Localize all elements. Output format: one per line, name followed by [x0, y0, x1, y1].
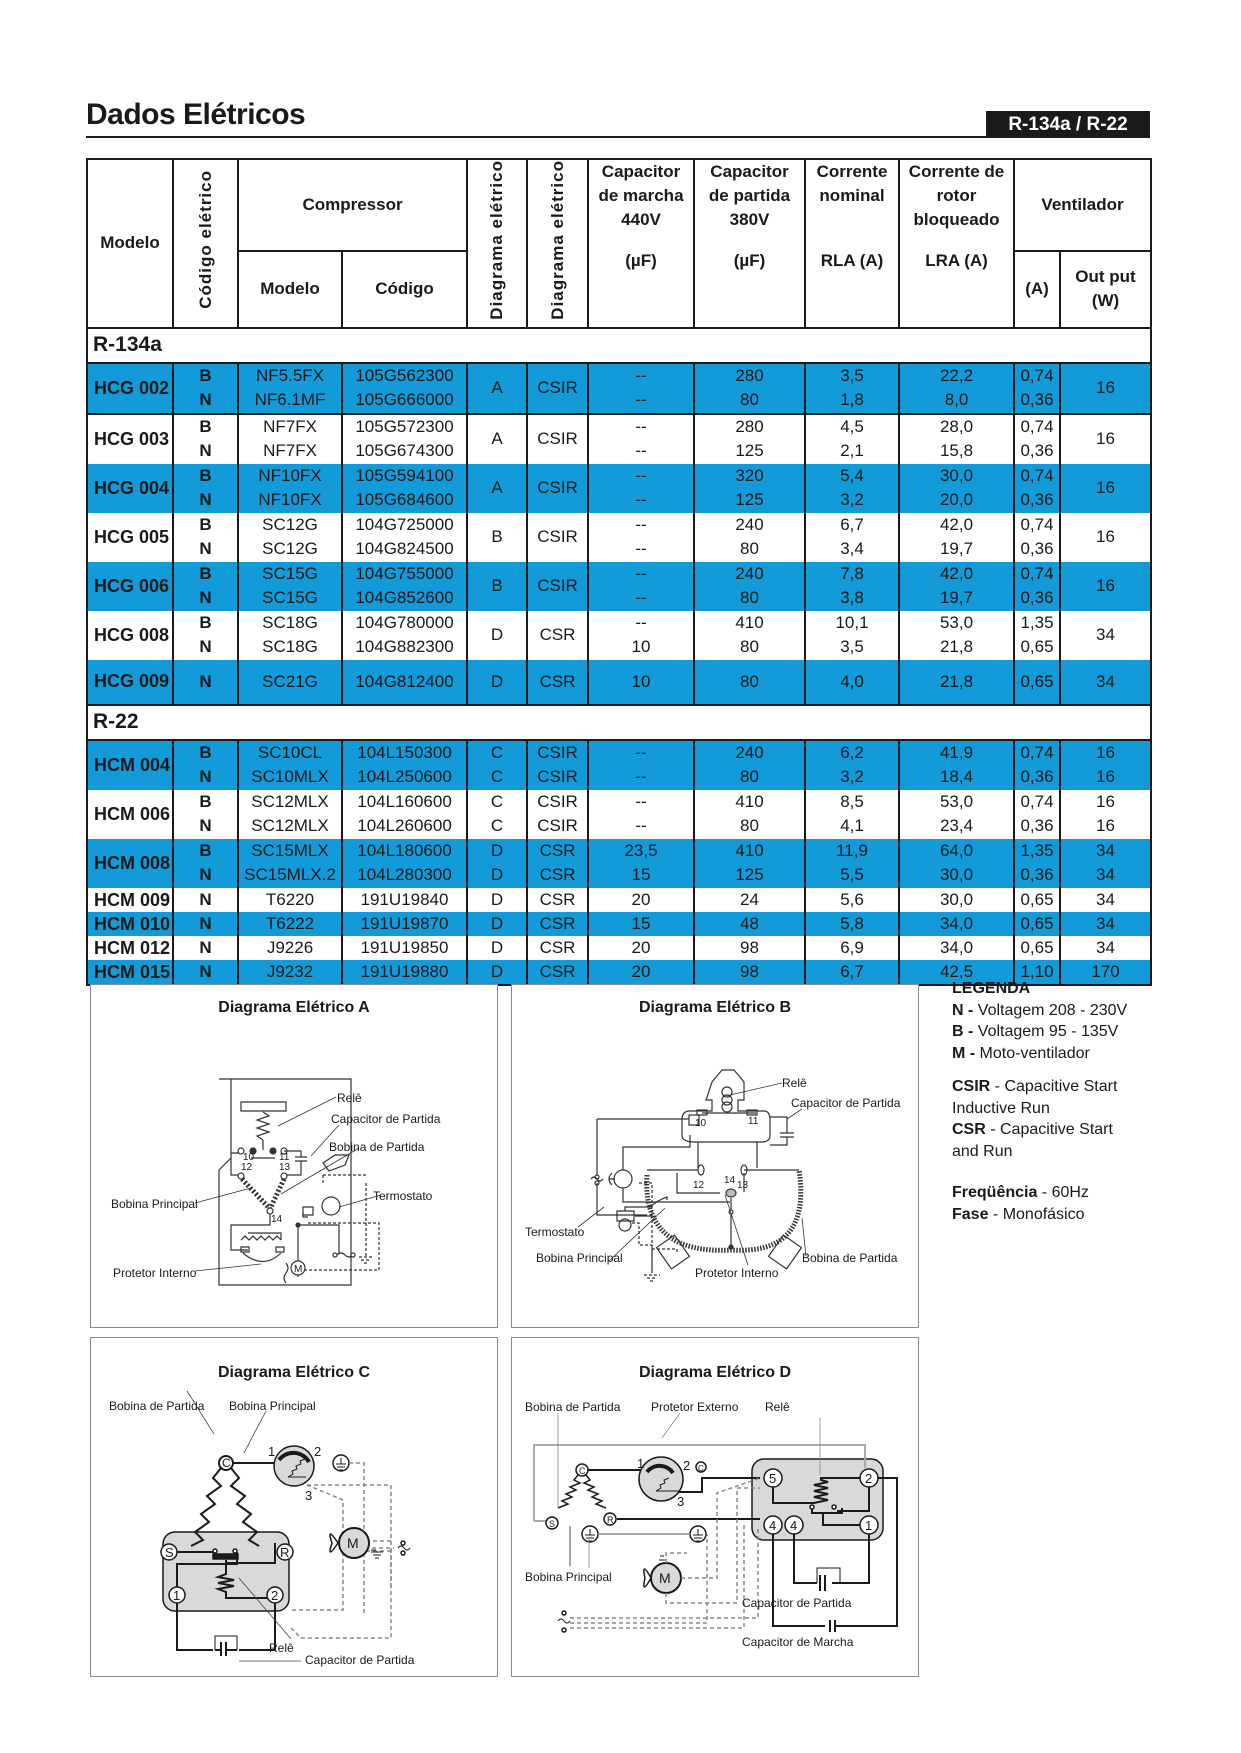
model-cell: HCM 010 — [87, 912, 173, 936]
svg-text:S: S — [165, 1545, 174, 1560]
svg-text:2: 2 — [314, 1444, 322, 1459]
diagram-d-schematic — [512, 1338, 920, 1678]
table-row: HCM 006 B N SC12MLX SC12MLX 104L160600 104L260600 C C CSIR CSIR -- -- 410 80 8,5 4,1 53,0 23,4 0,74 0,36 16 16 — [87, 790, 1151, 839]
label-protetor-interno: Protetor Interno — [113, 1266, 197, 1280]
table-row: HCG 009 N SC21G 104G812400 D CSR 10 80 4,0 21,8 0,65 34 — [87, 660, 1151, 705]
svg-text:4: 4 — [769, 1518, 777, 1533]
svg-text:3: 3 — [677, 1494, 685, 1509]
label-protetor-externo: Protetor Externo — [651, 1400, 739, 1414]
diagram-d-title: Diagrama Elétrico D — [638, 1364, 792, 1381]
header-capacitor-partida: Capacitor de partida 380V (µF) — [694, 159, 805, 328]
model-cell: HCM 006 — [87, 790, 173, 839]
header-ventilador-output: Out put (W) — [1060, 251, 1151, 328]
svg-text:12: 12 — [241, 1162, 253, 1173]
diagram-c — [90, 1337, 498, 1677]
table-row: HCM 008 B N SC15MLX SC15MLX.2 104L180600 104L280300 D D CSR CSR 23,5 15 410 125 11,9 5,5 64,0 30,0 1,35 0,36 34 34 — [87, 839, 1151, 888]
label-bobina-principal: Bobina Principal — [229, 1399, 316, 1413]
legend-item: M - Moto-ventilador — [952, 1044, 1090, 1062]
label-bobina-principal: Bobina Principal — [111, 1197, 198, 1211]
svg-text:1: 1 — [173, 1588, 181, 1603]
model-cell: HCM 008 — [87, 839, 173, 888]
svg-text:M: M — [294, 1264, 303, 1275]
header-ventilador: Ventilador — [1014, 159, 1151, 251]
legend-type-item: CSIR - Capacitive Start Inductive Run — [952, 1078, 1118, 1117]
header-modelo: Modelo — [87, 159, 173, 328]
section-r22: R-22 — [87, 705, 1151, 740]
diagram-c-schematic — [91, 1338, 499, 1678]
model-cell: HCG 006 — [87, 562, 173, 611]
table-row: HCM 015 N J9232 191U19880 D CSR 20 98 6,7 42,5 1,10 170 — [87, 960, 1151, 985]
svg-text:C: C — [222, 1456, 231, 1470]
model-cell: HCM 015 — [87, 960, 173, 985]
model-cell: HCM 004 — [87, 740, 173, 790]
model-cell: HCM 009 — [87, 888, 173, 912]
svg-text:1: 1 — [865, 1518, 873, 1533]
legend-spec-item: Freqüência - 60Hz — [952, 1184, 1089, 1201]
header-codigo-eletrico: Código elétrico — [173, 159, 238, 328]
label-capacitor-partida: Capacitor de Partida — [331, 1112, 441, 1126]
header-diagrama-eletrico-1: Diagrama elétrico — [467, 159, 527, 328]
header-compressor: Compressor — [238, 159, 467, 251]
table-row: HCM 012 N J9226 191U19850 D CSR 20 98 6,9 34,0 0,65 34 — [87, 936, 1151, 960]
svg-text:C: C — [579, 1466, 586, 1476]
header-corrente-nominal: Corrente nominal RLA (A) — [805, 159, 899, 328]
svg-text:5: 5 — [769, 1471, 777, 1486]
label-bobina-partida: Bobina de Partida — [802, 1251, 898, 1265]
label-rele: Relê — [337, 1091, 362, 1105]
label-capacitor-partida: Capacitor de Partida — [305, 1653, 415, 1667]
legend-item: N - Voltagem 208 - 230V — [952, 1001, 1128, 1019]
refrigerant-badge: R-134a / R-22 — [986, 111, 1150, 138]
svg-text:2: 2 — [683, 1458, 691, 1473]
table-row: HCG 003 B N NF7FX NF7FX 105G572300 105G674300 A CSIR -- -- 280 125 4,5 2,1 28,0 15,8 0,74 0,36 16 — [87, 414, 1151, 464]
svg-text:11: 11 — [748, 1116, 759, 1127]
label-bobina-partida: Bobina de Partida — [525, 1400, 621, 1414]
label-rele: Relê — [269, 1641, 294, 1655]
table-row: HCM 009 N T6220 191U19840 D CSR 20 24 5,6 30,0 0,65 34 — [87, 888, 1151, 912]
section-r134a: R-134a — [87, 328, 1151, 363]
label-termostato: Termostato — [525, 1225, 585, 1239]
label-capacitor-partida: Capacitor de Partida — [742, 1596, 852, 1610]
table-row: HCG 006 B N SC15G SC15G 104G755000 104G852600 B CSIR -- -- 240 80 7,8 3,8 42,0 19,7 0,74 0,36 16 — [87, 562, 1151, 611]
table-row: HCG 002 B N NF5.5FX NF6.1MF 105G562300 105G666000 A CSIR -- -- 280 80 3,5 1,8 22,2 8,0 0,74 0,36 16 — [87, 363, 1151, 414]
page-title: Dados Elétricos — [86, 98, 306, 131]
diagram-b-title: Diagrama Elétrico B — [638, 999, 792, 1016]
diagram-c-title: Diagrama Elétrico C — [217, 1364, 371, 1381]
diagram-a-schematic — [91, 985, 499, 1329]
legend-type-block — [952, 1076, 1142, 1162]
svg-text:14: 14 — [724, 1175, 736, 1186]
svg-text:14: 14 — [271, 1214, 283, 1225]
title-divider — [86, 136, 1150, 138]
model-cell: HCG 003 — [87, 414, 173, 464]
label-termostato: Termostato — [373, 1189, 433, 1203]
label-rele: Relê — [782, 1076, 807, 1090]
label-bobina-partida: Bobina de Partida — [109, 1399, 205, 1413]
label-capacitor-marcha: Capacitor de Marcha — [742, 1635, 854, 1649]
svg-text:11: 11 — [279, 1152, 290, 1163]
label-bobina-partida: Bobina de Partida — [329, 1140, 425, 1154]
label-bobina-principal: Bobina Principal — [536, 1251, 623, 1265]
svg-text:12: 12 — [693, 1180, 705, 1191]
header-compressor-codigo: Código — [342, 251, 467, 328]
diagram-b-schematic — [512, 985, 920, 1329]
svg-text:10: 10 — [243, 1152, 255, 1163]
svg-text:R: R — [607, 1515, 614, 1525]
svg-text:2: 2 — [865, 1471, 873, 1486]
diagram-a-title: Diagrama Elétrico A — [218, 999, 370, 1016]
header-ventilador-a: (A) — [1014, 251, 1060, 328]
legend — [952, 978, 1142, 1237]
model-cell: HCG 002 — [87, 363, 173, 414]
table-row: HCG 008 B N SC18G SC18G 104G780000 104G882300 D CSR -- 10 410 80 10,1 3,5 53,0 21,8 1,35 0,65 34 — [87, 611, 1151, 660]
model-cell: HCG 008 — [87, 611, 173, 660]
table-row: HCM 004 B N SC10CL SC10MLX 104L150300 104L250600 C C CSIR CSIR -- -- 240 80 6,2 3,2 41,9 18,4 0,74 0,36 16 16 — [87, 740, 1151, 790]
electrical-data-table — [86, 158, 1152, 986]
svg-text:S: S — [549, 1519, 556, 1529]
table-row: HCG 004 B N NF10FX NF10FX 105G594100 105G684600 A CSIR -- -- 320 125 5,4 3,2 30,0 20,0 0,74 0,36 16 — [87, 464, 1151, 513]
diagram-d — [511, 1337, 919, 1677]
svg-text:1: 1 — [637, 1456, 645, 1471]
legend-spec-block — [952, 1182, 1142, 1225]
model-cell: HCG 004 — [87, 464, 173, 513]
svg-text:1: 1 — [268, 1444, 276, 1459]
diagram-b — [511, 984, 919, 1328]
model-cell: HCG 005 — [87, 513, 173, 562]
svg-text:3: 3 — [305, 1488, 313, 1503]
legend-voltage-block — [952, 978, 1142, 1064]
label-protetor-interno: Protetor Interno — [695, 1266, 779, 1280]
header-capacitor-marcha: Capacitor de marcha 440V (µF) — [588, 159, 694, 328]
label-capacitor-partida: Capacitor de Partida — [791, 1096, 901, 1110]
table-row: HCG 005 B N SC12G SC12G 104G725000 104G824500 B CSIR -- -- 240 80 6,7 3,4 42,0 19,7 0,74 0,36 16 — [87, 513, 1151, 562]
svg-text:2: 2 — [271, 1588, 279, 1603]
table-header — [87, 159, 1151, 328]
svg-text:M: M — [347, 1535, 359, 1551]
svg-text:13: 13 — [737, 1180, 749, 1191]
model-cell: HCM 012 — [87, 936, 173, 960]
header-compressor-modelo: Modelo — [238, 251, 342, 328]
label-bobina-principal: Bobina Principal — [525, 1570, 612, 1584]
svg-text:C: C — [698, 1464, 704, 1473]
legend-spec-item: Fase - Monofásico — [952, 1205, 1085, 1223]
table-row: HCM 010 N T6222 191U19870 D CSR 15 48 5,8 34,0 0,65 34 — [87, 912, 1151, 936]
diagram-a — [90, 984, 498, 1328]
model-cell: HCG 009 — [87, 660, 173, 705]
label-rele: Relê — [765, 1400, 790, 1414]
svg-text:4: 4 — [790, 1518, 798, 1533]
header-corrente-rotor-bloqueado: Corrente de rotor bloqueado LRA (A) — [899, 159, 1014, 328]
svg-text:10: 10 — [695, 1118, 707, 1129]
svg-text:R: R — [280, 1545, 290, 1560]
legend-item: B - Voltagem 95 - 135V — [952, 1023, 1119, 1040]
legend-type-item: CSR - Capacitive Start and Run — [952, 1121, 1113, 1160]
svg-text:M: M — [659, 1570, 671, 1586]
header-diagrama-eletrico-2: Diagrama elétrico — [527, 159, 588, 328]
svg-text:13: 13 — [279, 1162, 291, 1173]
legend-title: LEGENDA — [952, 980, 1031, 997]
